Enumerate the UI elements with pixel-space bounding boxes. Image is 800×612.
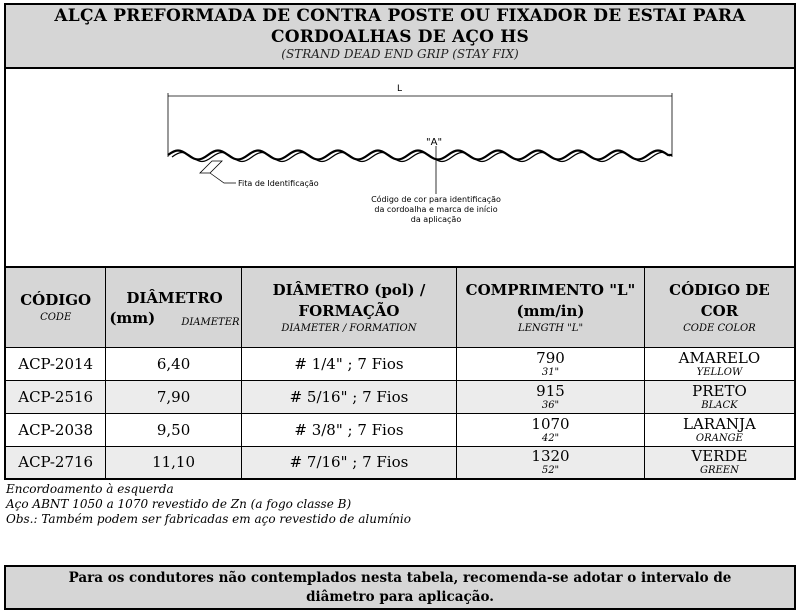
cell-code: ACP-2716 bbox=[5, 446, 106, 479]
note-line: Encordoamento à esquerda bbox=[6, 482, 174, 496]
title-block bbox=[4, 3, 796, 67]
page-title-line2: CORDOALHAS DE AÇO HS bbox=[270, 27, 529, 47]
identification-tape bbox=[200, 161, 222, 173]
note-line: Aço ABNT 1050 a 1070 revestido de Zn (a fogo classe B) bbox=[6, 497, 352, 511]
table-row bbox=[5, 347, 795, 380]
grip-drawing bbox=[6, 69, 798, 268]
note-line: Obs.: Também podem ser fabricadas em aço revestido de alumínio bbox=[6, 512, 411, 526]
cell-diameter: 9,50 bbox=[106, 413, 241, 446]
cell-formation: # 7/16" ; 7 Fios bbox=[241, 446, 456, 479]
tape-label: Fita de Identificação bbox=[238, 179, 319, 188]
cell-code: ACP-2014 bbox=[5, 347, 106, 380]
cell-length: 790 31" bbox=[457, 347, 645, 380]
tape-leader-line bbox=[210, 173, 236, 183]
header-length: COMPRIMENTO "L" (mm/in) LENGTH "L" bbox=[457, 267, 645, 347]
header-color: CÓDIGO DE COR CODE COLOR bbox=[644, 267, 795, 347]
color-code-label-1: Código de cor para identificação bbox=[371, 195, 501, 204]
cell-color: LARANJA ORANGE bbox=[644, 413, 795, 446]
cell-diameter: 11,10 bbox=[106, 446, 241, 479]
page-title-line1: ALÇA PREFORMADA DE CONTRA POSTE OU FIXADOR DE ESTAI PARA bbox=[54, 6, 746, 26]
footer-line1: Para os condutores não contemplados nesta tabela, recomenda-se adotar o intervalo de bbox=[68, 570, 732, 586]
spec-table bbox=[4, 266, 796, 480]
footer-line2: diâmetro para aplicação. bbox=[306, 589, 494, 605]
page-subtitle: (STRAND DEAD END GRIP (STAY FIX) bbox=[281, 47, 519, 61]
cell-length: 915 36" bbox=[457, 380, 645, 413]
color-code-label-2: da cordoalha e marca de início bbox=[374, 205, 498, 214]
table-row bbox=[5, 446, 795, 479]
cell-length: 1070 42" bbox=[457, 413, 645, 446]
table-header-row bbox=[5, 267, 795, 347]
cell-diameter: 7,90 bbox=[106, 380, 241, 413]
cell-formation: # 1/4" ; 7 Fios bbox=[241, 347, 456, 380]
length-label: L bbox=[397, 84, 403, 94]
cell-diameter: 6,40 bbox=[106, 347, 241, 380]
cell-color: VERDE GREEN bbox=[644, 446, 795, 479]
cell-color: AMARELO YELLOW bbox=[644, 347, 795, 380]
cell-code: ACP-2038 bbox=[5, 413, 106, 446]
header-formation: DIÂMETRO (pol) / FORMAÇÃO DIAMETER / FORMATION bbox=[241, 267, 456, 347]
a-label: "A" bbox=[426, 137, 443, 148]
cell-formation: # 5/16" ; 7 Fios bbox=[241, 380, 456, 413]
cell-color: PRETO BLACK bbox=[644, 380, 795, 413]
header-code: CÓDIGO CODE bbox=[5, 267, 106, 347]
cell-length: 1320 52" bbox=[457, 446, 645, 479]
header-diameter: DIÂMETRO (mm) DIAMETER bbox=[106, 267, 241, 347]
cell-formation: # 3/8" ; 7 Fios bbox=[241, 413, 456, 446]
cell-code: ACP-2516 bbox=[5, 380, 106, 413]
table-row bbox=[5, 413, 795, 446]
notes-block bbox=[6, 482, 411, 527]
helix-wire bbox=[168, 151, 672, 160]
table-row bbox=[5, 380, 795, 413]
color-code-label-3: da aplicação bbox=[410, 215, 462, 224]
footer-note bbox=[4, 565, 796, 610]
product-diagram bbox=[4, 67, 796, 266]
